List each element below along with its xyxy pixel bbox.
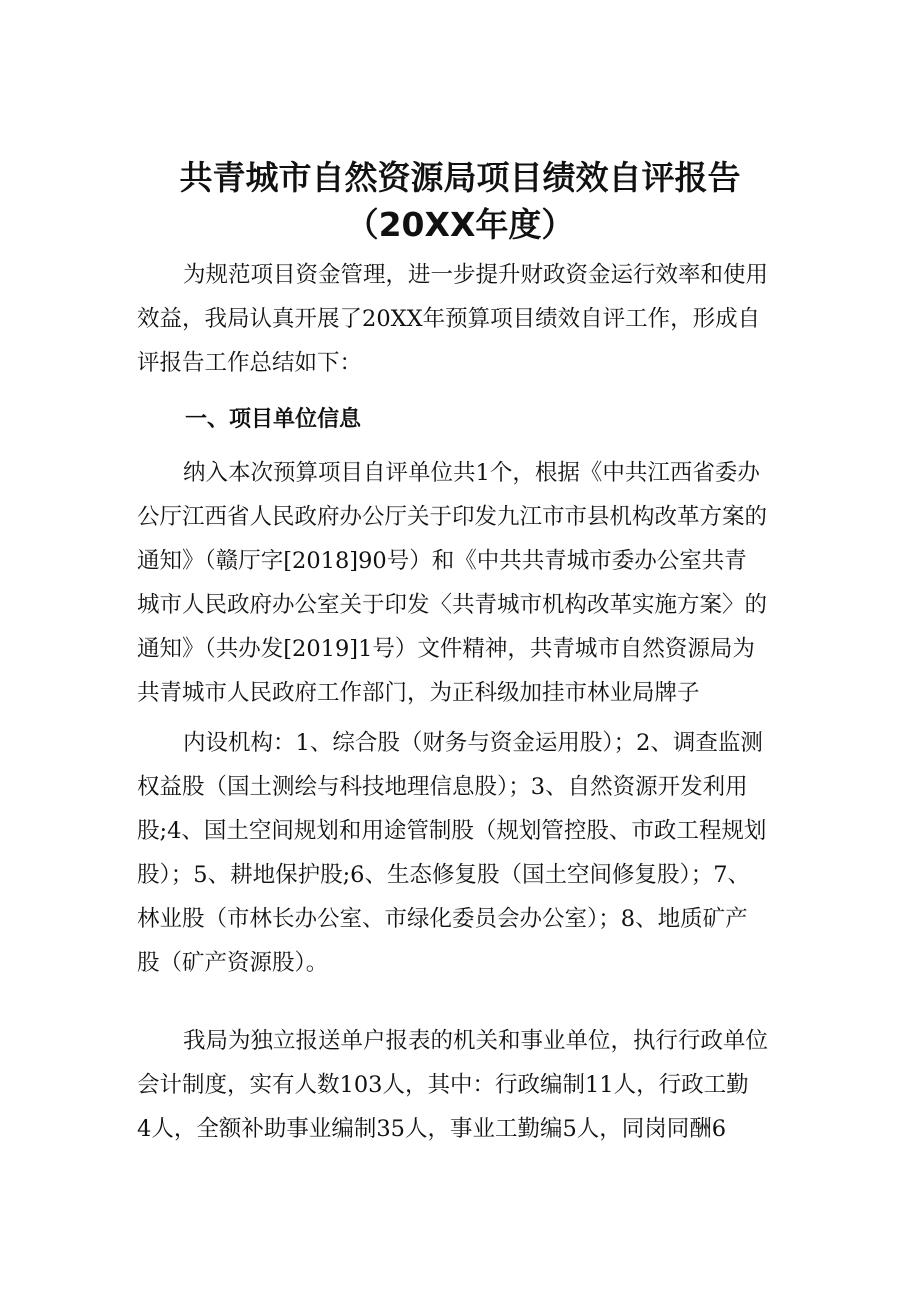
text-line: 股）；5、耕地保护股;6、生态修复股（国土空间修复股）；7、	[137, 862, 751, 888]
internal-departments-paragraph	[137, 721, 793, 985]
text-line: 4人，全额补助事业编制35人，事业工勤编5人，同岗同酬6	[137, 1116, 727, 1142]
text-line: 我局为独立报送单户报表的机关和事业单位，执行行政单位	[183, 1028, 769, 1054]
text-line: 通知》（赣厅字[2018]90号）和《中共共青城市委办公室共青	[137, 548, 747, 574]
text-line: 权益股（国土测绘与科技地理信息股）；3、自然资源开发利用	[137, 774, 748, 800]
staffing-paragraph	[137, 1019, 793, 1151]
text-line: 公厅江西省人民政府办公厅关于印发九江市市县机构改革方案的	[137, 504, 768, 530]
document-subtitle-year: （20XX年度）	[345, 205, 575, 244]
text-line: 股;4、国土空间规划和用途管制股（规划管控股、市政工程规划	[137, 818, 767, 844]
text-line: 会计制度，实有人数103人，其中：行政编制11人，行政工勤	[137, 1072, 749, 1098]
text-line: 林业股（市林长办公室、市绿化委员会办公室）；8、地质矿产	[137, 906, 748, 932]
section-heading-unit-info: 一、项目单位信息	[185, 407, 362, 432]
text-line: 内设机构：1、综合股（财务与资金运用股）；2、调查监测	[183, 730, 763, 756]
text-line: 共青城市人民政府工作部门，为正科级加挂市林业局牌子	[137, 680, 700, 706]
intro-paragraph	[137, 253, 793, 385]
document-title: 共青城市自然资源局项目绩效自评报告	[179, 158, 741, 197]
text-line: 城市人民政府办公室关于印发〈共青城市机构改革实施方案〉的	[137, 592, 768, 618]
unit-info-paragraph	[137, 451, 793, 715]
text-line: 通知》（共办发[2019]1号）文件精神，共青城市自然资源局为	[137, 636, 755, 662]
text-line: 纳入本次预算项目自评单位共1个，根据《中共江西省委办	[183, 460, 760, 486]
text-line: 效益，我局认真开展了20XX年预算项目绩效自评工作，形成自	[137, 306, 761, 332]
text-line: 为规范项目资金管理，进一步提升财政资金运行效率和使用	[183, 262, 769, 288]
text-line: 股（矿产资源股）。	[137, 950, 329, 976]
text-line: 评报告工作总结如下：	[137, 350, 363, 376]
